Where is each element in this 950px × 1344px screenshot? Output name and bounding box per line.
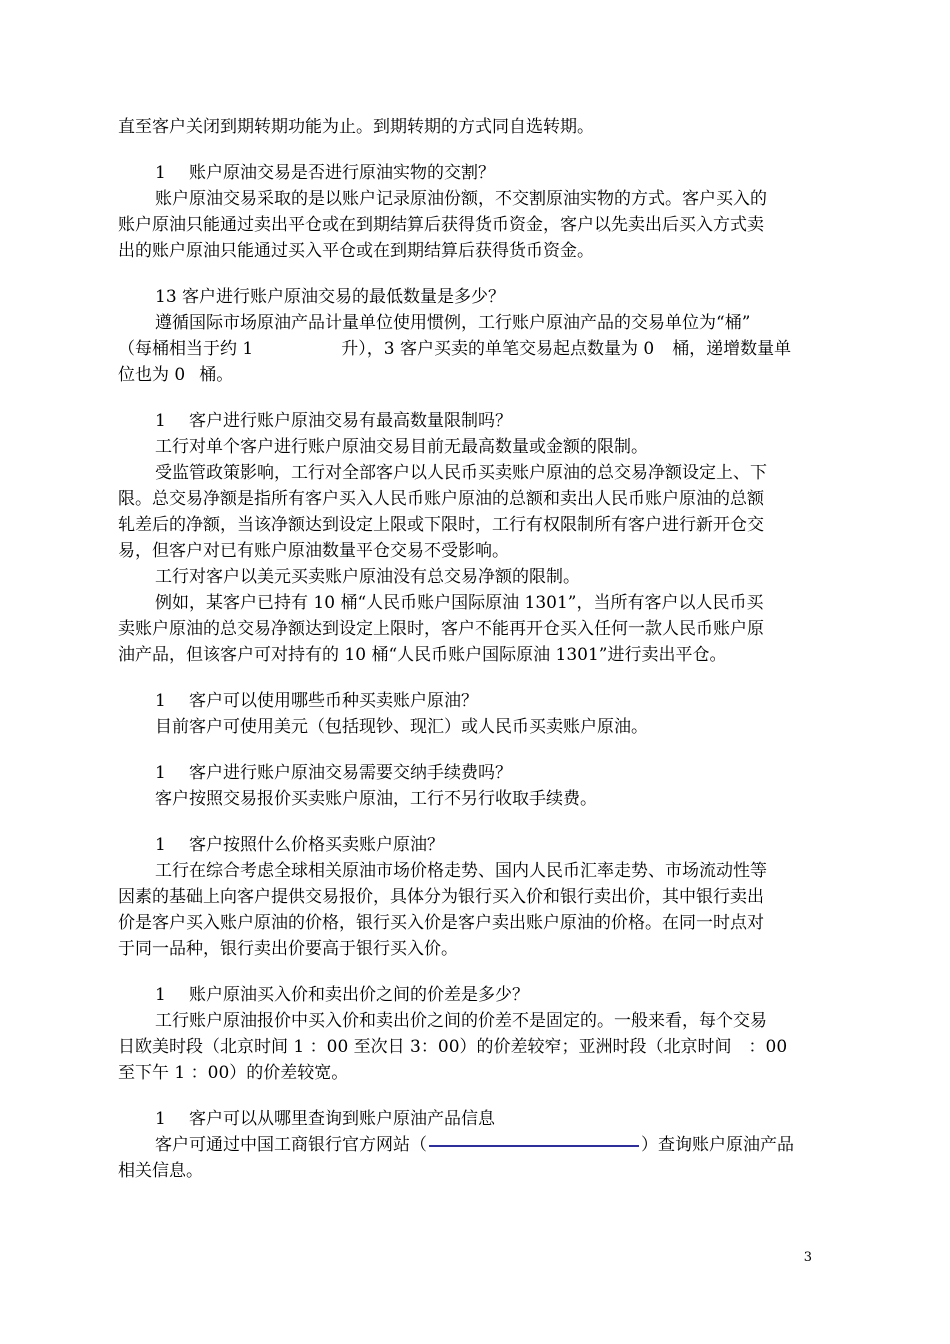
answer-line: 客户按照交易报价买卖账户原油，工行不另行收取手续费。 (155, 789, 597, 809)
answer-fragment: （每桶相当于约 1 (118, 339, 254, 359)
answer-line: 工行在综合考虑全球相关原油市场价格走势、国内人民币汇率走势、市场流动性等 (155, 861, 767, 881)
question-text: 客户进行账户原油交易有最高数量限制吗？ (189, 411, 512, 431)
answer-line: 相关信息。 (118, 1161, 203, 1181)
page-number: 3 (803, 1250, 812, 1265)
answer-fragment: 桶。 (199, 365, 234, 385)
answer-line: 遵循国际市场原油产品计量单位使用惯例，工行账户原油产品的交易单位为“桶” (155, 313, 751, 333)
answer-line: 工行账户原油报价中买入价和卖出价之间的价差不是固定的。一般来看，每个交易 (155, 1011, 767, 1031)
intro-line: 直至客户关闭到期转期功能为止。到期转期的方式同自选转期。 (118, 117, 594, 137)
question-text: 客户按照什么价格买卖账户原油？ (189, 835, 444, 855)
answer-line: 目前客户可使用美元（包括现钞、现汇）或人民币买卖账户原油。 (155, 717, 648, 737)
answer-line: 因素的基础上向客户提供交易报价，具体分为银行买入价和银行卖出价，其中银行卖出 (118, 887, 764, 907)
question-heading (155, 982, 875, 1008)
website-link-underline[interactable] (429, 1144, 639, 1147)
question-heading (155, 1106, 875, 1132)
answer-line: 油产品，但该客户可对持有的 10 桶“人民币账户国际原油 1301”进行卖出平仓。 (118, 645, 727, 665)
answer-fragment: 客户可通过中国工商银行官方网站（ (155, 1135, 427, 1155)
answer-fragment: 桶，递增数量单 (672, 339, 792, 359)
question-number: 1 (155, 985, 166, 1005)
answer-line: 卖账户原油的总交易净额达到设定上限时，客户不能再开仓买入任何一款人民币账户原 (118, 619, 764, 639)
answer-fragment: ）查询账户原油产品 (641, 1135, 794, 1155)
answer-line: 受监管政策影响，工行对全部客户以人民币买卖账户原油的总交易净额设定上、下 (155, 463, 767, 483)
answer-line: 出的账户原油只能通过买入平仓或在到期结算后获得货币资金。 (118, 241, 594, 261)
answer-fragment: 升），3 客户买卖的单笔交易起点数量为 0 (341, 339, 655, 359)
answer-line: 日欧美时段（北京时间 1 ：00 至次日 3：00）的价差较窄；亚洲时段（北京时间 ：00 (118, 1037, 788, 1057)
question-text: 客户进行账户原油交易的最低数量是多少？ (182, 287, 506, 307)
question-number: 1 (155, 1109, 166, 1129)
question-number: 13 (155, 287, 177, 307)
question-number: 1 (155, 835, 166, 855)
answer-line: 工行对客户以美元买卖账户原油没有总交易净额的限制。 (155, 567, 580, 587)
question-heading (155, 284, 875, 310)
answer-line: 易，但客户对已有账户原油数量平仓交易不受影响。 (118, 541, 509, 561)
answer-line (118, 336, 838, 362)
answer-fragment: 位也为 0 (118, 365, 186, 385)
question-heading (155, 688, 875, 714)
question-text: 客户进行账户原油交易需要交纳手续费吗？ (189, 763, 512, 783)
answer-line: 于同一品种，银行卖出价要高于银行买入价。 (118, 939, 458, 959)
question-text: 客户可以从哪里查询到账户原油产品信息 (189, 1109, 495, 1129)
answer-line: 账户原油交易采取的是以账户记录原油份额，不交割原油实物的方式。客户买入的 (155, 189, 767, 209)
answer-line: 账户原油只能通过卖出平仓或在到期结算后获得货币资金，客户以先卖出后买入方式卖 (118, 215, 764, 235)
question-number: 1 (155, 163, 166, 183)
question-heading (155, 832, 875, 858)
question-text: 账户原油买入价和卖出价之间的价差是多少？ (189, 985, 529, 1005)
question-heading (155, 408, 875, 434)
question-heading (155, 160, 875, 186)
answer-line: 例如，某客户已持有 10 桶“人民币账户国际原油 1301”，当所有客户以人民币买 (155, 593, 764, 613)
question-text: 客户可以使用哪些币种买卖账户原油？ (189, 691, 478, 711)
question-number: 1 (155, 411, 166, 431)
answer-line: 限。总交易净额是指所有客户买入人民币账户原油的总额和卖出人民币账户原油的总额 (118, 489, 764, 509)
question-text: 账户原油交易是否进行原油实物的交割？ (189, 163, 495, 183)
question-number: 1 (155, 691, 166, 711)
answer-line: 工行对单个客户进行账户原油交易目前无最高数量或金额的限制。 (155, 437, 648, 457)
question-number: 1 (155, 763, 166, 783)
question-heading (155, 760, 875, 786)
answer-line (118, 362, 838, 388)
answer-line: 轧差后的净额，当该净额达到设定上限或下限时，工行有权限制所有客户进行新开仓交 (118, 515, 764, 535)
answer-line (155, 1132, 875, 1158)
answer-line: 至下午 1 ：00）的价差较宽。 (118, 1063, 349, 1083)
answer-line: 价是客户买入账户原油的价格，银行买入价是客户卖出账户原油的价格。在同一时点对 (118, 913, 764, 933)
